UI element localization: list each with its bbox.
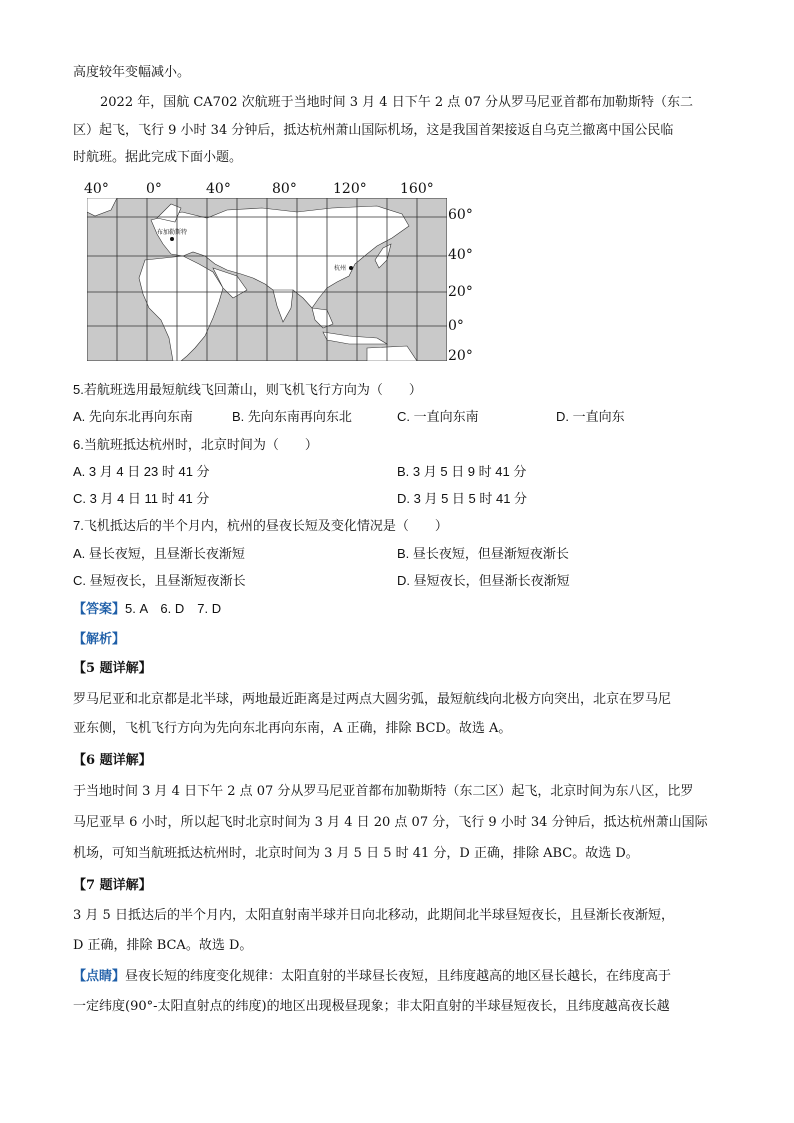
lat-label-60n: 60° (448, 207, 473, 223)
intro-line-3: 时航班。据此完成下面小题。 (73, 150, 243, 165)
q5-option-b[interactable]: B. 先向东南再向东北 (232, 409, 352, 424)
analysis-line (73, 630, 125, 648)
lon-label-40e: 40° (206, 181, 231, 197)
q5-option-d[interactable]: D. 一直向东 (556, 409, 625, 424)
bucharest-marker (170, 237, 174, 241)
q6-option-b[interactable]: B. 3 月 5 日 9 时 41 分 (397, 464, 527, 479)
intro-line-2: 区）起飞，飞行 9 小时 34 分钟后，抵达杭州萧山国际机场，这是我国首架接返自乌克兰撤离中国公民临 (73, 123, 674, 138)
tip-tag: 【点睛】 (73, 969, 126, 984)
detail-6-line-3: 机场，可知当航班抵达杭州时，北京时间为 3 月 5 日 5 时 41 分，D 正确，排除 ABC。故选 D。 (73, 846, 639, 861)
intro-line-1: 2022 年，国航 CA702 次航班于当地时间 3 月 4 日下午 2 点 07 分从罗马尼亚首都布加勒斯特（东二 (100, 95, 694, 110)
q5-option-c[interactable]: C. 一直向东南 (397, 409, 479, 424)
detail-7-line-1: 3 月 5 日抵达后的半个月内，太阳直射南半球并日向北移动，此期间北半球昼短夜长，且昼渐长夜渐短， (73, 908, 674, 923)
question-7-stem: 7.飞机抵达后的半个月内，杭州的昼夜长短及变化情况是（ ） (73, 518, 448, 533)
lon-label-0: 0° (146, 181, 162, 197)
lon-label-80e: 80° (272, 181, 297, 197)
detail-6-head: 【6 题详解】 (73, 753, 152, 768)
lon-label-160e: 160° (400, 181, 434, 197)
lat-label-0: 0° (448, 318, 464, 334)
q6-option-d[interactable]: D. 3 月 5 日 5 时 41 分 (397, 491, 528, 506)
detail-5-head: 【5 题详解】 (73, 661, 152, 676)
q7-option-b[interactable]: B. 昼长夜短，但昼渐短夜渐长 (397, 546, 569, 561)
lat-label-20s: 20° (448, 348, 473, 364)
answer-tag: 【答案】 (73, 601, 126, 616)
lat-label-20n: 20° (448, 284, 473, 300)
detail-6-line-2: 马尼亚早 6 小时，所以起飞时北京时间为 3 月 4 日 20 点 07 分，飞行 9 小时 34 分钟后，抵达杭州萧山国际 (73, 815, 708, 830)
detail-7-head: 【7 题详解】 (73, 878, 152, 893)
lat-label-40n: 40° (448, 247, 473, 263)
detail-5-line-2: 亚东侧，飞机飞行方向为先向东北再向东南，A 正确，排除 BCD。故选 A。 (73, 721, 512, 736)
detail-7-line-2: D 正确，排除 BCA。故选 D。 (73, 938, 253, 953)
detail-6-line-1: 于当地时间 3 月 4 日下午 2 点 07 分从罗马尼亚首都布加勒斯特（东二区）起飞，北京时间为东八区，比罗 (73, 784, 694, 799)
q6-option-c[interactable]: C. 3 月 4 日 11 时 41 分 (73, 491, 210, 506)
tip-line-2: 一定纬度(90°-太阳直射点的纬度)的地区出现极昼现象；非太阳直射的半球昼短夜长，且纬度越高夜长越 (73, 999, 670, 1014)
q7-option-d[interactable]: D. 昼短夜长，但昼渐长夜渐短 (397, 573, 570, 588)
q6-option-a[interactable]: A. 3 月 4 日 23 时 41 分 (73, 464, 210, 479)
q7-option-c[interactable]: C. 昼短夜长，且昼渐短夜渐长 (73, 573, 246, 588)
q5-option-a[interactable]: A. 先向东北再向东南 (73, 409, 193, 424)
hangzhou-marker (349, 266, 353, 270)
question-6-stem: 6.当航班抵达杭州时，北京时间为（ ） (73, 437, 318, 452)
map-svg (87, 198, 447, 361)
bucharest-label: 布加勒斯特 (157, 229, 188, 236)
lon-label-40w: 40° (84, 181, 109, 197)
lon-label-120e: 120° (333, 181, 367, 197)
question-5-stem: 5.若航班选用最短航线飞回萧山，则飞机飞行方向为（ ） (73, 382, 422, 397)
analysis-tag: 【解析】 (73, 631, 126, 646)
answer-line (73, 600, 221, 618)
hangzhou-label: 杭州 (334, 265, 347, 272)
tip-text-1: 昼夜长短的纬度变化规律：太阳直射的半球昼长夜短，且纬度越高的地区昼长越长，在纬度高于 (125, 969, 672, 984)
answer-text: 5. A 6. D 7. D (125, 601, 222, 616)
tip-line-1 (73, 968, 671, 986)
intro-line-0: 高度较年变幅减小。 (73, 65, 191, 80)
q7-option-a[interactable]: A. 昼长夜短，且昼渐长夜渐短 (73, 546, 245, 561)
detail-5-line-1: 罗马尼亚和北京都是北半球，两地最近距离是过两点大圆劣弧，最短航线向北极方向突出，北京在罗马尼 (73, 692, 672, 707)
